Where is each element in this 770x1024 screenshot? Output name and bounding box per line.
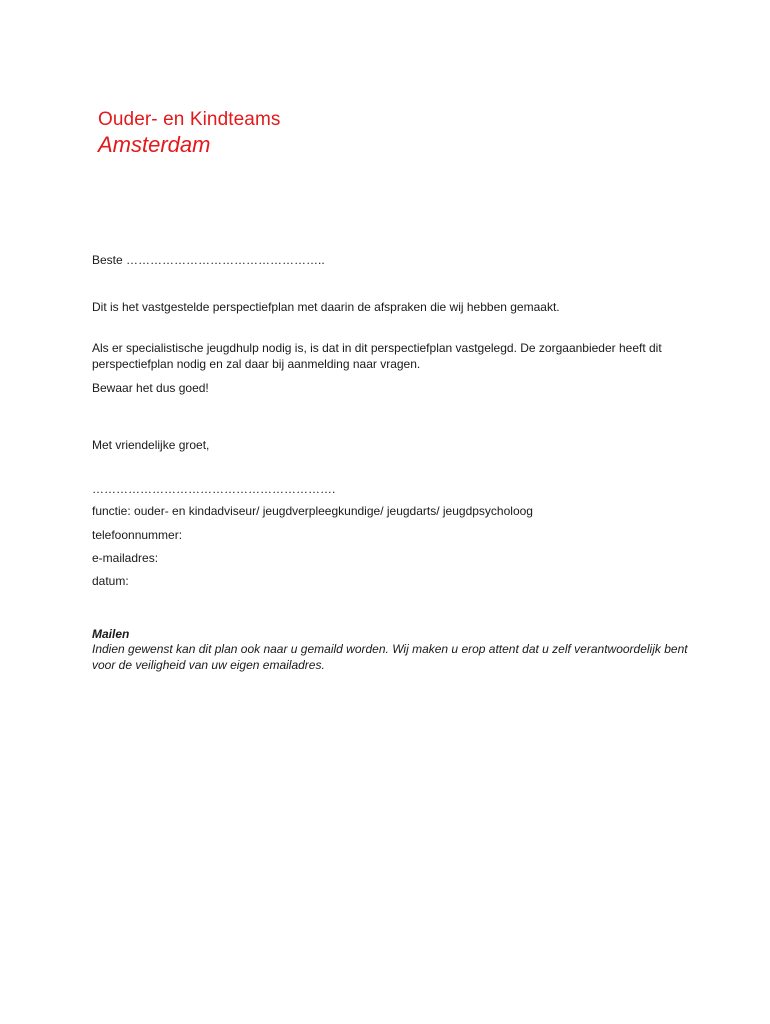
specialist-paragraph: Als er specialistische jeugdhulp nodig is, is dat in dit perspectiefplan vastgelegd. De zorgaanbieder heeft dit perspectiefplan nodig en zal daar bij aanmelding naar vragen.: [92, 341, 662, 371]
closing-greeting: Met vriendelijke groet,: [92, 438, 210, 452]
function-line: functie: ouder- en kindadviseur/ jeugdverpleegkundige/ jeugdarts/ jeugdpsycholoog: [92, 504, 533, 518]
salutation: Beste …………………………………………..: [92, 253, 325, 267]
phone-label: telefoonnummer:: [92, 528, 183, 542]
email-label: e-mailadres:: [92, 551, 159, 565]
logo-organization-name: Ouder- en Kindteams: [98, 109, 281, 130]
mailen-heading: Mailen: [92, 627, 130, 641]
keep-paragraph: Bewaar het dus goed!: [92, 381, 209, 395]
organization-logo: [98, 108, 281, 158]
date-label: datum:: [92, 574, 129, 588]
mailen-paragraph: Indien gewenst kan dit plan ook naar u gemaild worden. Wij maken u erop attent dat u zelf verantwoordelijk bent voor de veiligheid van uw eigen emailadres.: [92, 642, 688, 672]
intro-paragraph: Dit is het vastgestelde perspectiefplan met daarin de afspraken die wij hebben gemaakt.: [92, 300, 560, 314]
logo-city-name: Amsterdam: [98, 132, 211, 157]
signature-line: …………………………………………………….: [92, 482, 336, 496]
